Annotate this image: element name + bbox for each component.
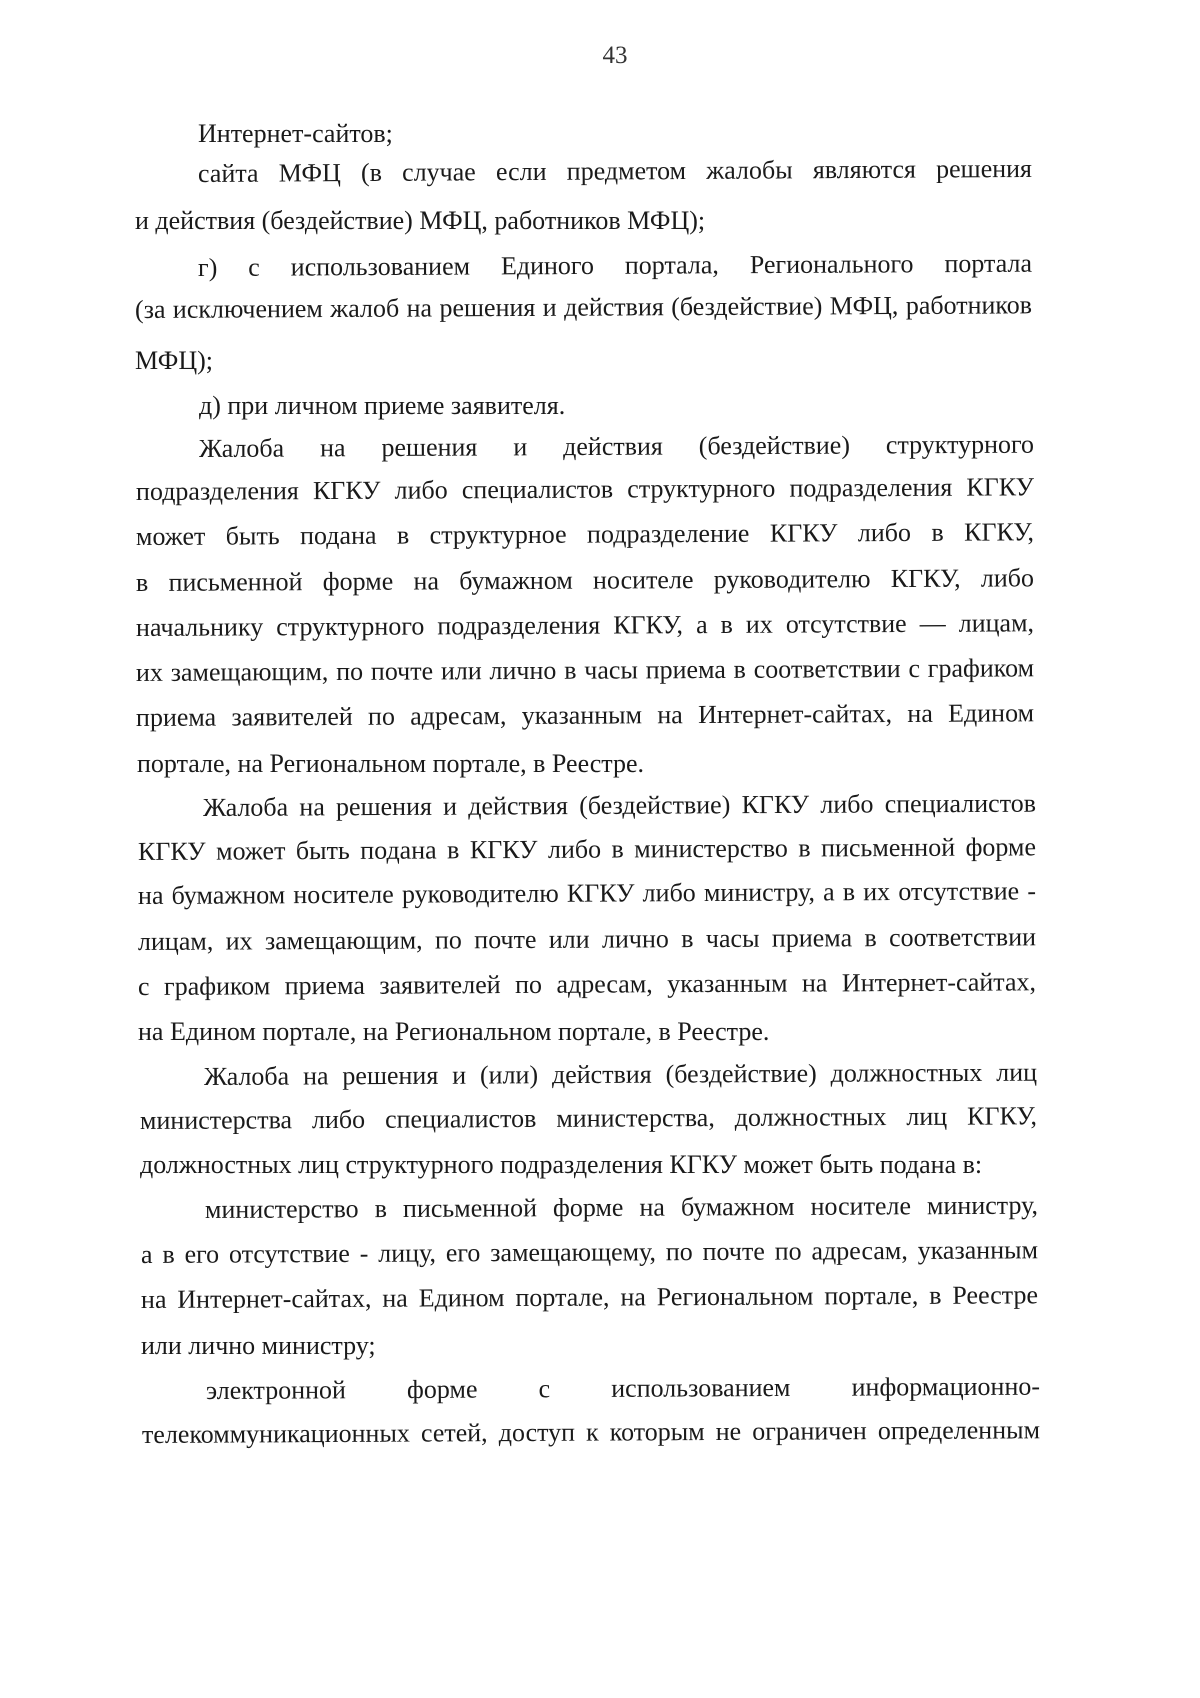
- text-line: Жалоба на решения и (или) действия (бездействие) должностных лиц: [203, 1057, 1038, 1091]
- text-line: на бумажном носителе руководителю КГКУ либо министру, а в их отсутствие -: [137, 876, 1037, 910]
- text-line: министерства либо специалистов министерства, должностных лиц КГКУ,: [139, 1101, 1038, 1135]
- text-line: электронной форме с использованием информационно-: [205, 1371, 1041, 1405]
- text-line: может быть подана в структурное подразделение КГКУ либо в КГКУ,: [135, 517, 1035, 551]
- page-number: 43: [602, 42, 628, 69]
- text-line: должностных лиц структурного подразделения КГКУ может быть подана в:: [140, 1150, 983, 1179]
- text-line: с графиком приема заявителей по адресам, указанным на Интернет-сайтах,: [137, 967, 1037, 1001]
- text-line: и действия (бездействие) МФЦ, работников МФЦ);: [135, 206, 706, 235]
- text-line: Интернет-сайтов;: [198, 119, 393, 148]
- text-line: сайта МФЦ (в случае если предметом жалобы являются решения: [197, 153, 1033, 188]
- text-line: их замещающим, по почте или лично в часы приема в соответствии с графиком: [135, 653, 1035, 687]
- text-line: или лично министру;: [141, 1331, 376, 1360]
- text-line: Жалоба на решения и действия (бездействие) структурного: [198, 429, 1035, 463]
- text-line: телекоммуникационных сетей, доступ к которым не ограничен определенным: [141, 1415, 1041, 1449]
- text-line: начальнику структурного подразделения КГКУ, а в их отсутствие — лицам,: [135, 608, 1035, 642]
- text-line: лицам, их замещающим, по почте или лично в часы приема в соответствии: [137, 922, 1037, 956]
- text-line: подразделения КГКУ либо специалистов структурного подразделения КГКУ: [135, 472, 1035, 506]
- text-line: на Едином портале, на Региональном портале, в Реестре.: [138, 1017, 770, 1046]
- text-line: КГКУ может быть подана в КГКУ либо в министерство в письменной форме: [137, 832, 1037, 866]
- text-line: (за исключением жалоб на решения и действия (бездействие) МФЦ, работников: [134, 290, 1033, 324]
- text-line: г) с использованием Единого портала, Регионального портала: [197, 248, 1033, 282]
- text-line: МФЦ);: [135, 346, 213, 375]
- text-line: а в его отсутствие - лицу, его замещающему, по почте по адресам, указанным: [140, 1235, 1039, 1269]
- text-line: приема заявителей по адресам, указанным на Интернет-сайтах, на Едином: [135, 698, 1035, 732]
- text-line: министерство в письменной форме на бумажном носителе министру,: [204, 1190, 1039, 1224]
- text-line: в письменной форме на бумажном носителе руководителю КГКУ, либо: [135, 563, 1035, 597]
- text-line: на Интернет-сайтах, на Едином портале, на Региональном портале, в Реестре: [140, 1280, 1039, 1314]
- text-line: д) при личном приеме заявителя.: [199, 391, 566, 420]
- text-line: портале, на Региональном портале, в Реестре.: [137, 749, 645, 778]
- text-line: Жалоба на решения и действия (бездействие) КГКУ либо специалистов: [202, 788, 1037, 822]
